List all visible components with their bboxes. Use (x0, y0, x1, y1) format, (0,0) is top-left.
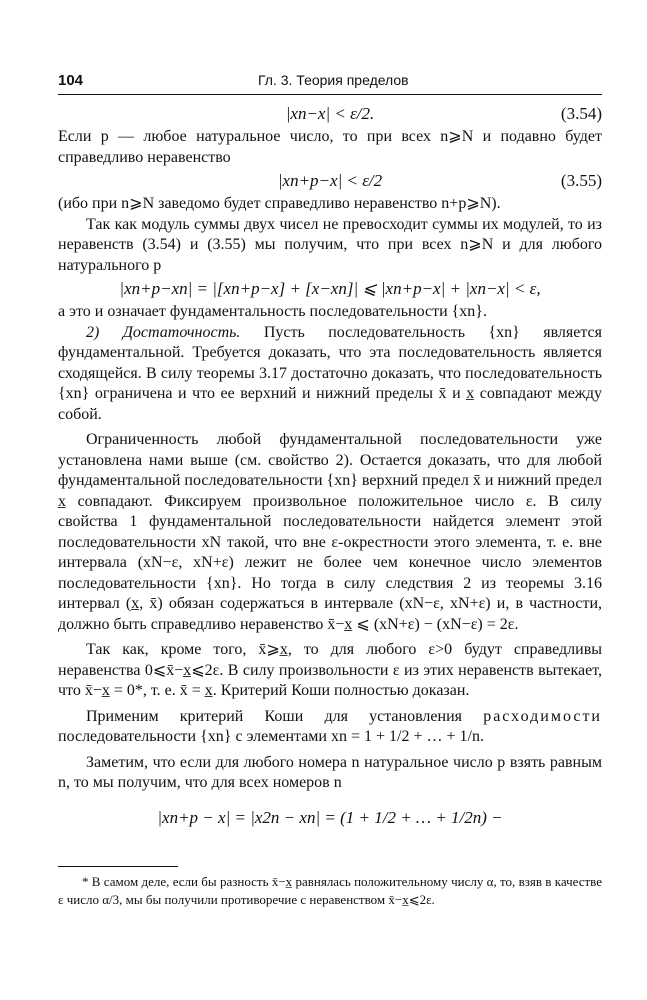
running-header (58, 72, 602, 95)
footnote-rule (58, 866, 178, 867)
equation-formula: |xn−x| < ε/2. (285, 104, 375, 123)
book-page (58, 72, 602, 909)
equation-number: (3.55) (560, 171, 602, 190)
paragraph: Так как модуль суммы двух чисел не превосходит суммы их модулей, то из неравенств (3.54) и (3.55) мы получим, что при всех n⩾N и для любого натурального p (58, 215, 602, 274)
page-number: 104 (58, 72, 84, 89)
paragraph: Если p — любое натуральное число, то при всех n⩾N и подавно будет справедливо неравенство (58, 128, 602, 166)
paragraph-divergence (58, 707, 602, 748)
paragraph: а это и означает фундаментальность последовательности {xn}. (58, 303, 487, 320)
sufficiency-label: 2) Достаточность. (86, 323, 241, 341)
footnote: * В самом деле, если бы разность x̄−x̲ равнялась положительному числу α, то, взяв в качестве ε число α/3, мы бы получили противоречие с неравенством x̄−x̲⩽2ε. (58, 873, 602, 907)
paragraph: (ибо при n⩾N заведомо будет справедливо неравенство n+p⩾N). (58, 195, 501, 212)
paragraph-text: Применим критерий Коши для установления (86, 707, 462, 725)
paragraph: Заметим, что если для любого номера n натуральное число p взять равным n, то мы получим, что для всех номеров n (58, 753, 602, 791)
paragraph: Ограниченность любой фундаментальной последовательности уже установлена нами выше (см. свойство 2). Остается доказать, что для любой фундаментальной последовательности {xn} верхний предел x̄ и нижний предел x̲ совпадают. Фиксируем произвольное положительное число ε. В силу свойства 1 фундаментальной последовательности найдется элемент этой последовательности xN такой, что вне ε-окрестности этого элемента, т. е. вне интервала (xN−ε, xN+ε) лежит не более чем конечное число элементов последовательности {xn}. Но тогда в силу следствия 2 из теоремы 3.16 интервал (x̲, x̄) обязан содержаться в интервале (xN−ε, xN+ε) и, в частности, должно быть справедливо неравенство x̄−x̲ ⩽ (xN+ε) − (xN−ε) = 2ε. (58, 431, 602, 633)
equation-formula: |xn+p−x| < ε/2 (277, 171, 383, 190)
emphasis-text: расходимости (483, 707, 602, 725)
equation-3-55 (58, 168, 602, 194)
equation-last: |xn+p − x| = |x2n − xn| = (1 + 1/2 + … + 1/2n) − (157, 807, 503, 827)
paragraph-sufficiency (58, 323, 602, 426)
equation-sum: |xn+p−xn| = |[xn+p−x] + [x−xn]| ⩽ |xn+p−x| + |xn−x| < ε, (119, 279, 541, 298)
paragraph: Так как, кроме того, x̄⩾x̲, то для любого ε>0 будут справедливы неравенства 0⩽x̄−x̲⩽2ε. В силу произвольности ε из этих неравенств вытекает, что x̄−x̲ = 0*, т. е. x̄ = x̲. Критерий Коши полностью доказан. (58, 641, 602, 699)
paragraph-text: последовательности {xn} с элементами xn = 1 + 1/2 + … + 1/n. (58, 728, 484, 745)
chapter-title: Гл. 3. Теория пределов (258, 72, 409, 88)
equation-number: (3.54) (560, 104, 602, 123)
equation-3-54 (58, 101, 602, 127)
paragraph-text: Пусть последовательность {xn} является фундаментальной. Требуется доказать, что эта последовательность является сходящейся. В силу теоремы 3.17 достаточно доказать, что последовательность {xn} ограничена и что ее верхний и нижний пределы x̄ и x̲ совпадают между собой. (58, 323, 603, 423)
